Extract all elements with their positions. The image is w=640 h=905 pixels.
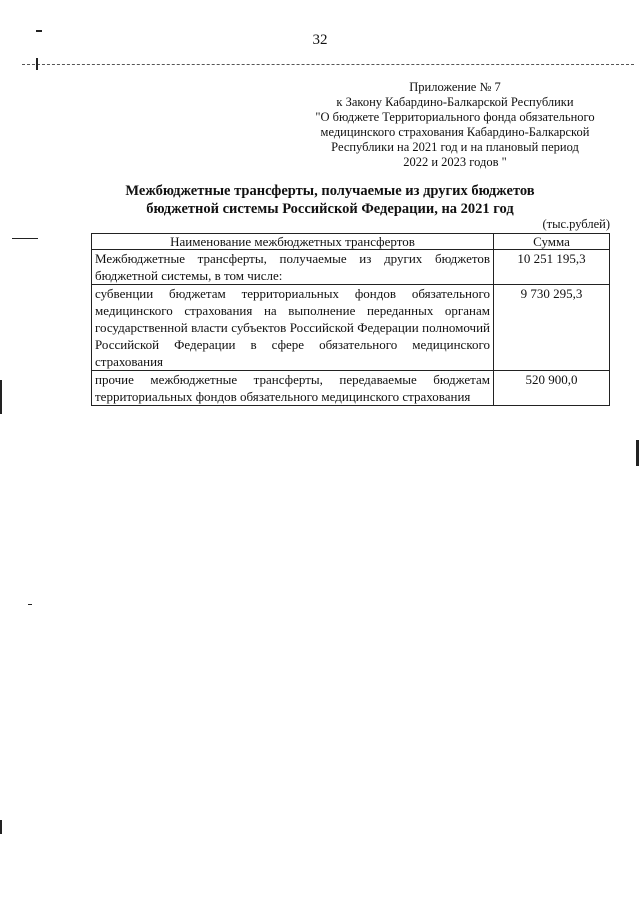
appendix-line: к Закону Кабардино-Балкарской Республики [336, 95, 574, 109]
transfers-table [91, 233, 610, 406]
appendix-block [290, 80, 620, 170]
row-name: Межбюджетные трансферты, получаемые из других бюджетов бюджетной системы, в том числе: [92, 250, 494, 285]
row-amount: 520 900,0 [494, 371, 610, 406]
row-name: прочие межбюджетные трансферты, передаваемые бюджетам территориальных фондов обязательного медицинского страхования [92, 371, 494, 406]
scan-mark [28, 604, 32, 605]
appendix-line: медицинского страхования Кабардино-Балкарской [320, 125, 590, 139]
appendix-line: Приложение № 7 [409, 80, 501, 94]
title-line: Межбюджетные трансферты, получаемые из других бюджетов [125, 183, 535, 199]
header-amount: Сумма [494, 234, 610, 250]
scan-mark [636, 440, 639, 466]
table-row [92, 250, 610, 285]
title-line: бюджетной системы Российской Федерации, на 2021 год [146, 201, 514, 217]
scan-mark [0, 820, 2, 834]
header-name: Наименование межбюджетных трансфертов [92, 234, 494, 250]
row-name: субвенции бюджетам территориальных фондов обязательного медицинского страхования на выполнение переданных органам государственной власти субъектов Российской Федерации полномочий Российской Федерации в сфере обязательного медицинского страхования [92, 285, 494, 371]
appendix-line: Республики на 2021 год и на плановый период [331, 140, 579, 154]
scan-mark [36, 30, 42, 32]
appendix-line: 2022 и 2023 годов " [403, 155, 507, 169]
scan-mark [12, 238, 38, 239]
table-header-row [92, 234, 610, 250]
scan-mark [36, 58, 38, 70]
document-title [100, 182, 560, 218]
table-row [92, 285, 610, 371]
table-row [92, 371, 610, 406]
page-number: 32 [312, 32, 328, 48]
appendix-line: "О бюджете Территориального фонда обязательного [315, 110, 595, 124]
row-amount: 9 730 295,3 [494, 285, 610, 371]
header-divider [22, 64, 634, 65]
units-label: (тыс.рублей) [542, 217, 610, 231]
scan-mark [0, 380, 2, 414]
row-amount: 10 251 195,3 [494, 250, 610, 285]
